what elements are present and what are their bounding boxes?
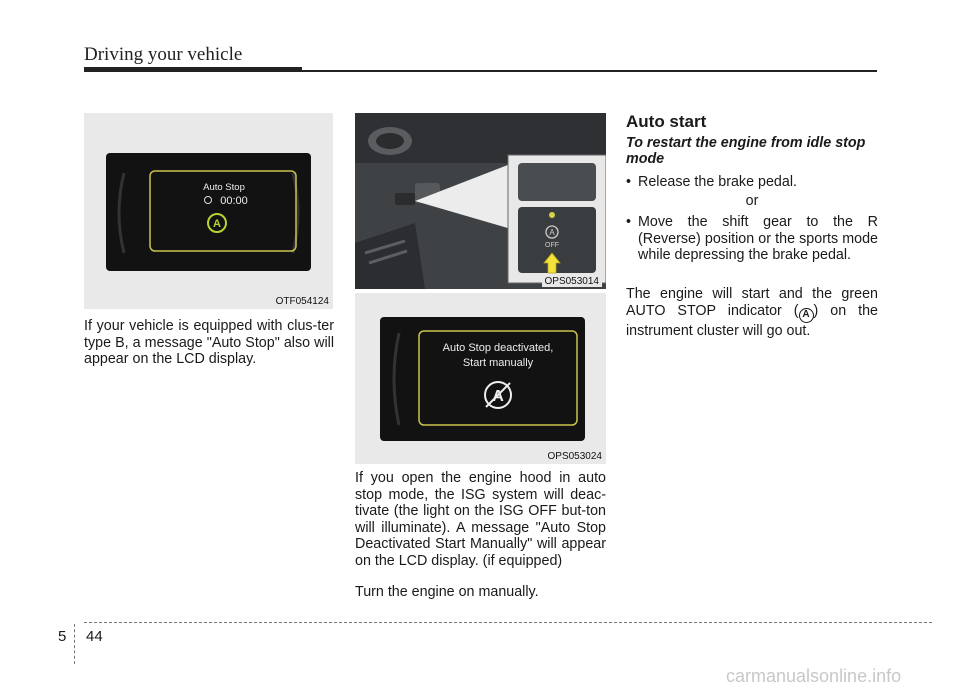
bullet-shift-gear (626, 214, 878, 264)
paragraph-engine-hood: If you open the engine hood in auto stop mode, the ISG system will deac-tivate (the light on the ISG OFF but-ton will illuminate). A message "Auto Stop Deactivated Start Manually" will appear on the LCD display. (if equipped) (355, 470, 606, 569)
isg-off-label: OFF (545, 242, 559, 249)
page-header-title: Driving your vehicle (84, 44, 243, 65)
svg-text:A: A (213, 218, 221, 230)
paragraph-turn-engine-on: Turn the engine on manually. (355, 584, 539, 600)
paragraph-cluster-type-b: If your vehicle is equipped with clus-ter type B, a message "Auto Stop" also will appear on the LCD display. (84, 318, 334, 367)
screen-deactivated-text: Auto Stop deactivated, (442, 342, 554, 354)
screen-timer-text: 00:00 (220, 195, 248, 207)
figure-auto-stop-deactivated-display (355, 293, 606, 464)
bullet-release-brake (626, 174, 878, 191)
page-number: 44 (86, 628, 103, 645)
screen-start-manually-text: Start manually (462, 357, 534, 369)
para-text-before: The engine will start and the green AUTO STOP indicator ( (626, 286, 878, 319)
svg-text:A: A (492, 388, 504, 405)
screen-auto-stop-text: Auto Stop (203, 182, 245, 193)
footer-rule (84, 622, 932, 623)
bullet-text: Move the shift gear to the R (Reverse) position or the sports mode while depressing the brake pedal. (638, 214, 878, 263)
auto-stop-indicator-icon: A (799, 308, 814, 323)
figure-code: OPS053024 (547, 451, 602, 462)
para-text-after: ) on the instrument cluster will go out. (626, 302, 878, 339)
bullet-dot: • (626, 174, 632, 190)
cluster-illustration (355, 293, 606, 464)
header-rule-thick (84, 67, 302, 72)
footer-divider (74, 624, 75, 664)
svg-text:A: A (549, 228, 555, 237)
watermark: carmanualsonline.info (726, 666, 902, 686)
bullet-dot: • (626, 214, 632, 230)
figure-isg-off-button (355, 113, 606, 289)
or-text: or (745, 193, 759, 209)
header-rule-thin (300, 70, 877, 72)
figure-auto-stop-display (84, 113, 333, 309)
chapter-number: 5 (58, 628, 67, 645)
dashboard-illustration (355, 113, 606, 289)
section-heading: Auto start (626, 112, 707, 131)
cluster-illustration (84, 113, 333, 309)
figure-code: OTF054124 (275, 296, 329, 307)
figure-code: OPS053014 (542, 276, 603, 287)
bullet-text: Release the brake pedal. (638, 174, 797, 190)
paragraph-engine-start (626, 286, 878, 339)
sub-heading: To restart the engine from idle stop mode (626, 135, 866, 167)
